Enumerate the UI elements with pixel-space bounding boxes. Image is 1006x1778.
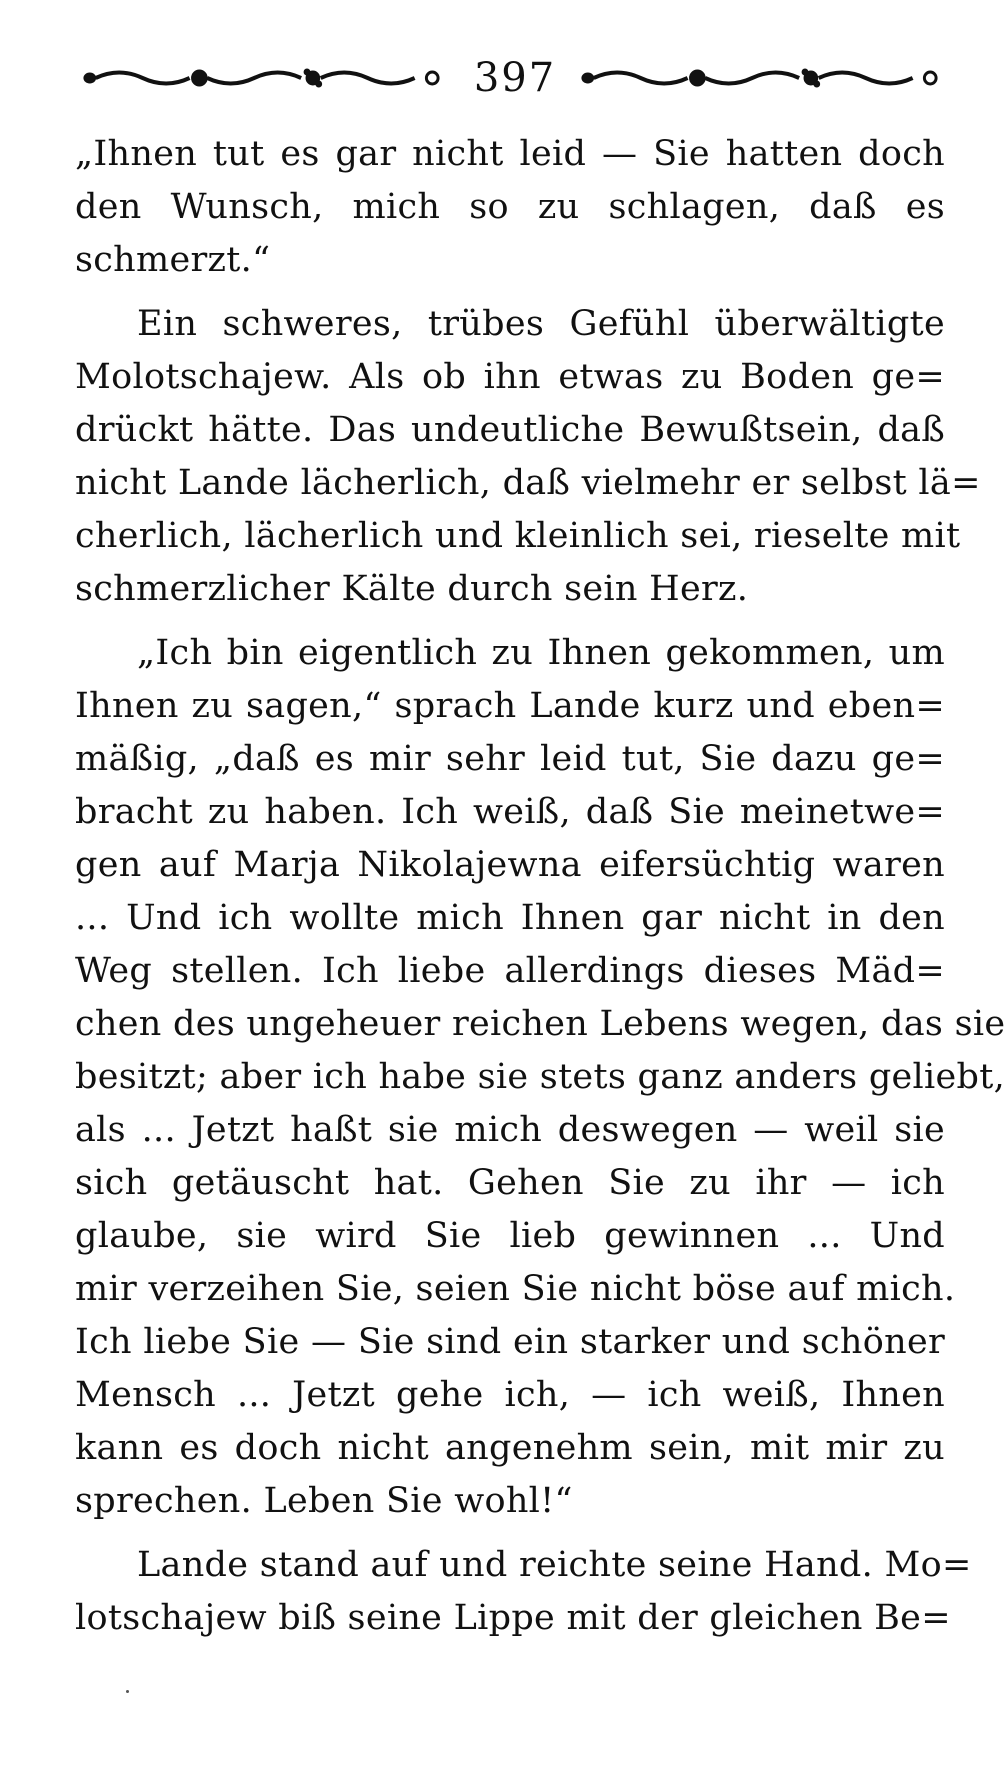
text-line: sprechen. Leben Sie wohl!“ [75,1481,573,1521]
body-text [75,128,1006,1645]
text-line: drückt hätte. Das undeutliche Bewußtsein, daß [75,410,945,450]
text-line: schmerzlicher Kälte durch sein Herz. [75,569,749,609]
page-header [80,48,950,108]
text-line: „Ich bin eigentlich zu Ihnen gekommen, um [137,633,945,673]
text-line: gen auf Marja Nikolajewna eifersüchtig waren [75,845,945,885]
ornament-left [80,63,452,93]
text-line: den Wunsch, mich so zu schlagen, daß es [75,187,945,227]
text-line: lotschajew biß seine Lippe mit der gleichen Be= [75,1598,951,1638]
text-line: Mensch ... Jetzt gehe ich, — ich weiß, Ihnen [75,1375,945,1415]
text-line: Molotschajew. Als ob ihn etwas zu Boden ge= [75,357,945,397]
text-line: mäßig, „daß es mir sehr leid tut, Sie dazu ge= [75,739,945,779]
text-line: besitzt; aber ich habe sie stets ganz anders geliebt, [75,1057,1006,1097]
paragraph-2 [75,298,981,616]
text-line: Ihnen zu sagen,“ sprach Lande kurz und eben= [75,686,945,726]
paragraph-1 [75,128,945,287]
text-line: chen des ungeheuer reichen Lebens wegen, das sie [75,1004,1006,1044]
page-number: 397 [473,55,557,101]
text-line: „Ihnen tut es gar nicht leid — Sie hatten doch [75,134,945,174]
text-line: sich getäuscht hat. Gehen Sie zu ihr — ich [75,1163,945,1203]
text-line: Lande stand auf und reichte seine Hand. Mo= [137,1545,972,1585]
text-line: cherlich, lächerlich und kleinlich sei, rieselte mit [75,516,961,556]
ornament-right [578,63,950,93]
text-line: bracht zu haben. Ich weiß, daß Sie meinetwe= [75,792,945,832]
text-line: ... Und ich wollte mich Ihnen gar nicht in den [75,898,945,938]
text-line: als ... Jetzt haßt sie mich deswegen — weil sie [75,1110,945,1150]
ink-speck [126,1690,129,1693]
text-line: glaube, sie wird Sie lieb gewinnen ... Und [75,1216,945,1256]
text-line: nicht Lande lächerlich, daß vielmehr er selbst lä= [75,463,981,503]
text-line: mir verzeihen Sie, seien Sie nicht böse auf mich. [75,1269,956,1309]
text-line: kann es doch nicht angenehm sein, mit mir zu [75,1428,945,1468]
text-line: Ich liebe Sie — Sie sind ein starker und schöner [75,1322,945,1362]
text-line: Ein schweres, trübes Gefühl überwältigte [137,304,945,344]
paragraph-4 [75,1539,972,1645]
text-line: Weg stellen. Ich liebe allerdings dieses Mäd= [75,951,945,991]
text-line: schmerzt.“ [75,240,271,280]
paragraph-3 [75,627,1006,1528]
